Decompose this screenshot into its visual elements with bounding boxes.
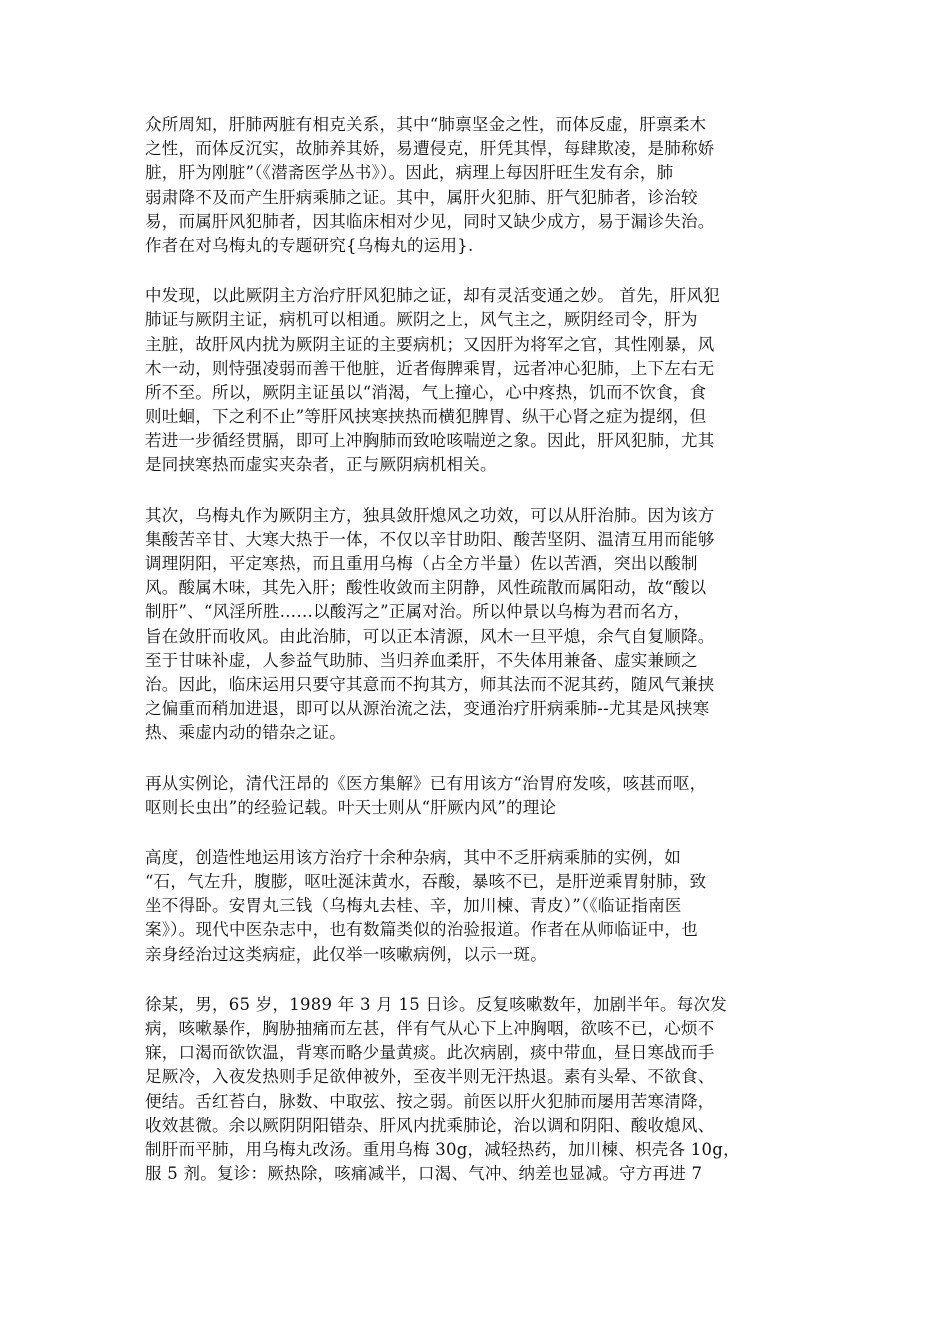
text-line: 热、乘虚内动的错杂之证。 <box>145 723 346 743</box>
text-line: 中发现，以此厥阴主方治疗肝风犯肺之证，却有灵活变通之妙。 首先，肝风犯 <box>145 286 720 306</box>
paragraph-4 <box>145 772 807 820</box>
text-line: 徐某，男，65 岁，1989 年 3 月 15 日诊。反复咳嗽数年，加剧半年。每次发 <box>145 994 727 1014</box>
text-line: 风。酸属木味，其先入肝；酸性收敛而主阴静，风性疏散而属阳动，故“酸以 <box>145 578 707 598</box>
paragraph-6 <box>145 993 807 1187</box>
text-line: 之偏重而稍加进退，即可以从源治流之法，变通治疗肝病乘肺--尤其是风挟寒 <box>145 699 710 719</box>
text-line: 集酸苦辛甘、大寒大热于一体，不仅以辛甘助阳、酸苦坚阴、温清互用而能够 <box>145 529 715 549</box>
text-line: 高度，创造性地运用该方治疗十余种杂病，其中不乏肝病乘肺的实例，如 <box>145 847 681 867</box>
paragraph-3 <box>145 504 807 746</box>
text-line: 是同挟寒热而虚实夹杂者，正与厥阴病机相关。 <box>145 455 497 475</box>
document-page <box>145 113 807 1212</box>
text-line: 木一动，则恃强凌弱而善干他脏，近者侮脾乘胃，远者冲心犯肺，上下左右无 <box>145 358 715 378</box>
text-line: 作者在对乌梅丸的专题研究{乌梅丸的运用}. <box>145 235 474 255</box>
text-line: 寐，口渴而欲饮温，背寒而略少量黄痰。此次病剧，痰中带血，昼日寒战而手 <box>145 1043 715 1063</box>
paragraph-1 <box>145 113 807 258</box>
text-line: 亲身经治过这类病症，此仅举一咳嗽病例，以示一斑。 <box>145 944 547 964</box>
text-line: 坐不得卧。安胃丸三钱（乌梅丸去桂、辛，加川楝、青皮）”（《临证指南医 <box>145 896 682 916</box>
text-line: 众所周知，肝肺两脏有相克关系，其中“肺禀坚金之性，而体反虚，肝禀柔木 <box>145 115 707 134</box>
text-line: 弱肃降不及而产生肝病乘肺之证。其中，属肝火犯肺、肝气犯肺者，诊治较 <box>145 187 698 207</box>
text-line: 则吐蛔，下之利不止”等肝风挟寒挟热而横犯脾胃、纵干心肾之症为提纲，但 <box>145 407 707 427</box>
text-line: 足厥冷，入夜发热则手足欲伸被外，至夜半则无汗热退。素有头晕、不欲食、 <box>145 1067 715 1087</box>
text-line: “石，气左升，腹膨，呕吐涎沫黄水，吞酸，暴咳不已，是肝逆乘胃射肺，致 <box>145 872 707 892</box>
text-line: 收效甚微。余以厥阴阴阳错杂、肝风内扰乘肺论，治以调和阴阳、酸收熄风、 <box>145 1115 715 1135</box>
text-line: 脏，肝为刚脏”（《潜斋医学丛书》）。因此，病理上每因肝旺生发有余，肺 <box>145 163 674 183</box>
text-line: 服 5 剂。复诊：厥热除，咳痛减半，口渴、气冲、纳差也显减。守方再进 7 <box>145 1164 703 1184</box>
text-line: 呕则长虫出”的经验记载。叶天士则从“肝厥内风”的理论 <box>145 797 557 817</box>
text-line: 制肝”、“风淫所胜……以酸泻之”正属对治。所以仲景以乌梅为君而名方， <box>145 602 691 622</box>
text-line: 之性，而体反沉实，故肺养其娇，易遭侵克，肝凭其悍，每肆欺凌，是肺称娇 <box>145 139 715 159</box>
paragraph-2 <box>145 284 807 478</box>
text-line: 制肝而平肺，用乌梅丸改汤。重用乌梅 30g，减轻热药，加川楝、枳壳各 10g， <box>145 1139 740 1159</box>
paragraph-5 <box>145 846 807 967</box>
text-line: 调理阴阳，平定寒热，而且重用乌梅（占全方半量）佐以苦酒，突出以酸制 <box>145 554 698 573</box>
text-line: 案》）。现代中医杂志中，也有数篇类似的治验报道。作者在从师临证中，也 <box>145 920 698 940</box>
text-line: 病，咳嗽暴作，胸胁抽痛而左甚，伴有气从心下上冲胸咽，欲咳不已，心烦不 <box>145 1019 715 1038</box>
text-line: 肺证与厥阴主证，病机可以相通。厥阴之上，风气主之，厥阴经司令，肝为 <box>145 310 698 330</box>
text-line: 其次，乌梅丸作为厥阴主方，独具敛肝熄风之功效，可以从肝治肺。因为该方 <box>145 505 715 525</box>
text-line: 所不至。所以，厥阴主证虽以“消渴，气上撞心，心中疼热，饥而不饮食，食 <box>145 382 707 402</box>
text-line: 便结。舌红苔白，脉数、中取弦、按之弱。前医以肝火犯肺而屡用苦寒清降， <box>145 1091 715 1111</box>
text-line: 易，而属肝风犯肺者，因其临床相对少见，同时又缺少成方，易于漏诊失治。 <box>145 211 715 231</box>
text-line: 旨在敛肝而收风。由此治肺，可以正本清源，风木一旦平熄，余气自复顺降。 <box>145 626 715 646</box>
text-line: 再从实例论，清代汪昂的《医方集解》已有用该方“治胃府发咳，咳甚而呕， <box>145 773 707 793</box>
text-line: 治。因此，临床运用只要守其意而不拘其方，师其法而不泥其药，随风气兼挟 <box>145 674 715 694</box>
text-line: 至于甘味补虚，人参益气助肺、当归养血柔肝，不失体用兼备、虚实兼顾之 <box>145 650 698 670</box>
text-line: 若进一步循经贯膈，即可上冲胸肺而致呛咳喘逆之象。因此，肝风犯肺，尤其 <box>145 431 715 451</box>
text-line: 主脏，故肝风内扰为厥阴主证的主要病机；又因肝为将军之官，其性刚暴，风 <box>145 334 715 354</box>
